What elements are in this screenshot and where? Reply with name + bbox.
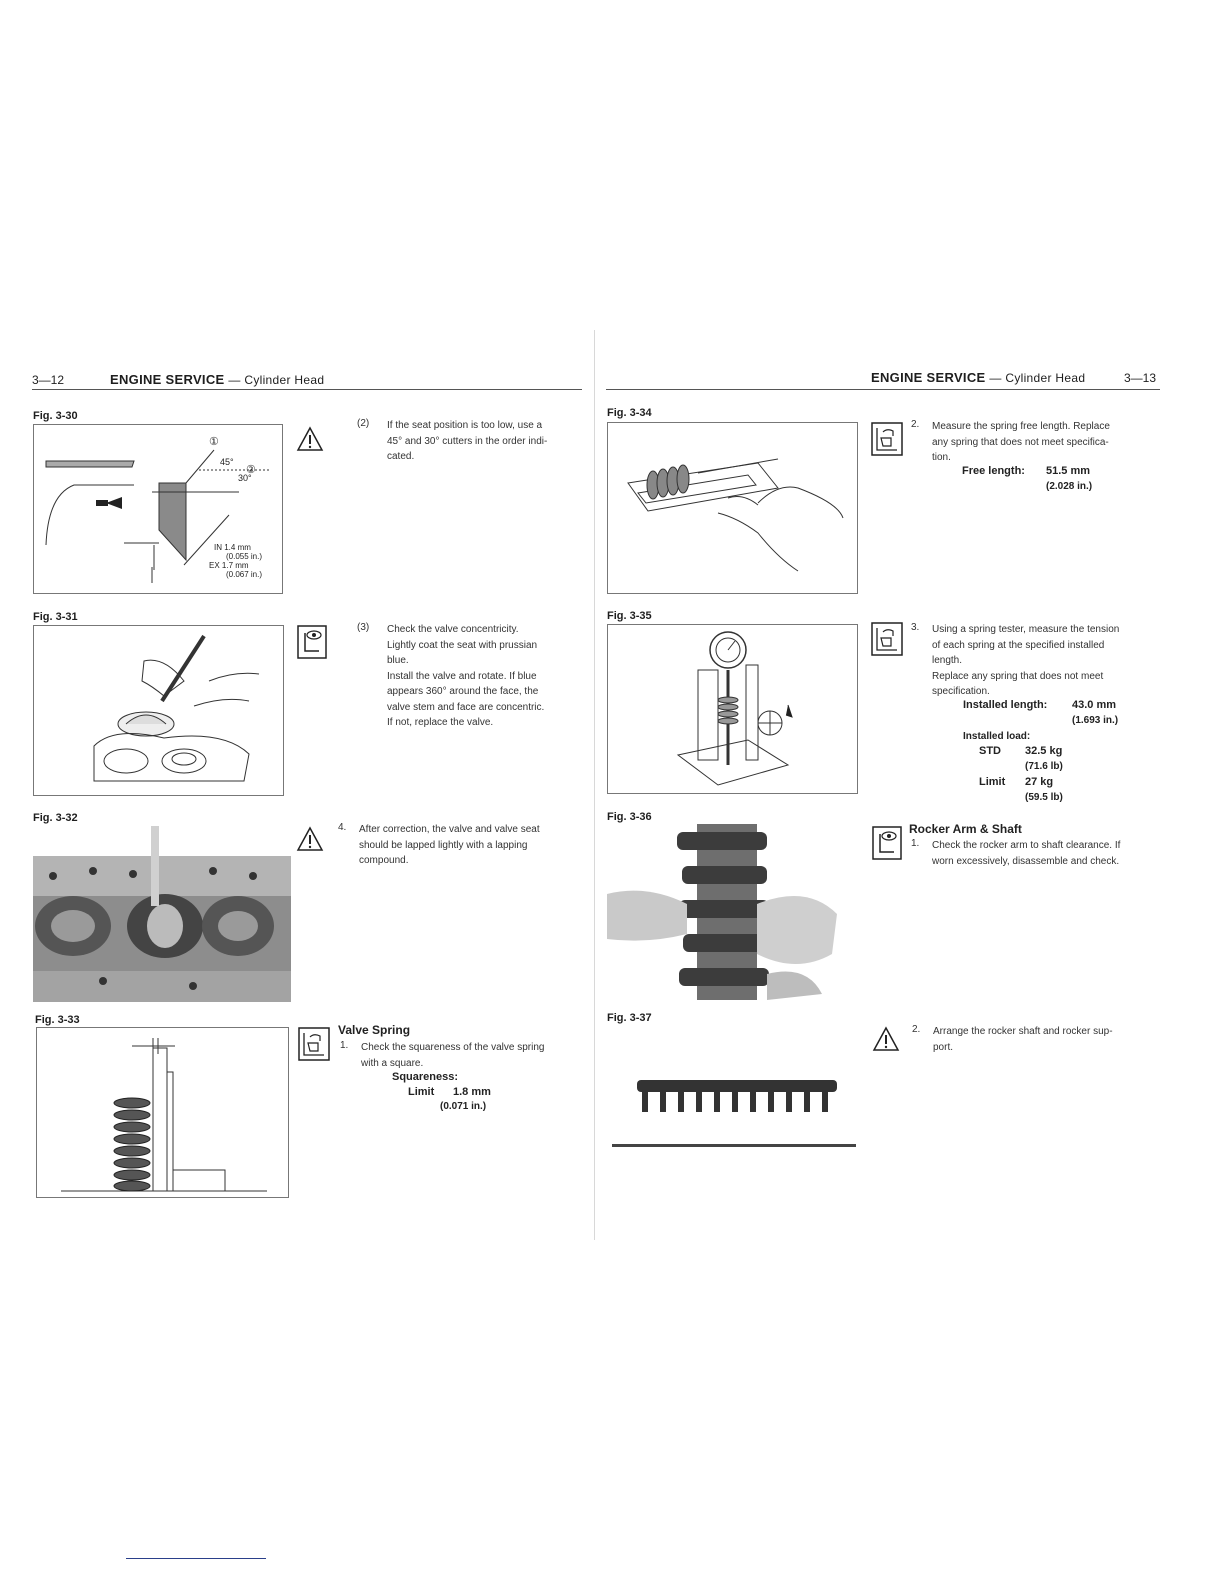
right-title-text: ENGINE SERVICE bbox=[871, 370, 986, 385]
right-step-3-line: Using a spring tester, measure the tension bbox=[932, 624, 1120, 635]
in-in: (0.055 in.) bbox=[226, 552, 263, 561]
right-step-3-line: length. bbox=[932, 655, 963, 666]
step-3-text bbox=[387, 622, 585, 731]
left-page-title bbox=[110, 372, 324, 387]
valve-spring-line: Check the squareness of the valve spring bbox=[361, 1042, 545, 1053]
right-step-2-text bbox=[932, 419, 1160, 466]
right-step-3-text bbox=[932, 622, 1160, 700]
step-3-line: Install the valve and rotate. If blue bbox=[387, 670, 537, 682]
std-label: STD bbox=[979, 745, 1001, 757]
fig-3-33-label: Fig. 3-33 bbox=[35, 1014, 80, 1026]
installed-length-mm: 43.0 mm bbox=[1072, 699, 1117, 711]
right-step-3-number: 3. bbox=[911, 622, 920, 633]
right-step-2-line: any spring that does not meet specifica- bbox=[932, 436, 1109, 448]
rocker-step-text bbox=[932, 838, 1162, 869]
rocker-step-line: worn excessively, disassemble and check. bbox=[932, 855, 1120, 867]
step-2-line: If the seat position is too low, use a bbox=[387, 420, 543, 431]
bottom-blue-line bbox=[126, 1558, 266, 1559]
step-4-text bbox=[359, 822, 587, 869]
measure-hand-icon bbox=[871, 422, 903, 456]
arrange-step-line: Arrange the rocker shaft and rocker sup- bbox=[933, 1026, 1113, 1037]
left-header-rule bbox=[32, 389, 582, 390]
fig-3-31-valve-concentricity bbox=[33, 625, 284, 796]
left-subtitle-text: — Cylinder Head bbox=[228, 373, 325, 387]
right-page-number: 3—13 bbox=[1124, 371, 1157, 385]
right-page-title bbox=[871, 370, 1085, 385]
right-step-3-line: specification. bbox=[932, 686, 990, 697]
in-mm: IN 1.4 mm bbox=[214, 543, 251, 552]
installed-length-in: (1.693 in.) bbox=[1072, 715, 1119, 726]
callout-2: ② bbox=[246, 464, 256, 476]
step-2-number: (2) bbox=[357, 418, 370, 429]
arrange-step-text bbox=[933, 1024, 1161, 1055]
std-lb: (71.6 lb) bbox=[1025, 761, 1063, 772]
callout-1: ① bbox=[209, 436, 219, 448]
measure-hand-icon bbox=[871, 622, 903, 656]
fig-3-33-spring-squareness bbox=[36, 1027, 289, 1198]
spring-tester-drawing bbox=[608, 625, 857, 793]
right-step-3-line: Replace any spring that does not meet bbox=[932, 670, 1104, 682]
fig-3-30-valve-seat-diagram bbox=[33, 424, 283, 594]
fig-3-32-lapping-photo bbox=[33, 826, 291, 1002]
free-length-mm: 51.5 mm bbox=[1046, 465, 1091, 477]
installed-length-label: Installed length: bbox=[963, 699, 1048, 711]
caution-triangle-icon bbox=[296, 826, 324, 852]
measure-hand-icon bbox=[298, 1027, 330, 1061]
installed-load-label: Installed load: bbox=[963, 731, 1031, 742]
step-3-line: valve stem and face are concentric. bbox=[387, 701, 545, 713]
ex-mm: EX 1.7 mm bbox=[209, 561, 249, 570]
arrange-step-number: 2. bbox=[912, 1024, 921, 1035]
fig-3-32-label: Fig. 3-32 bbox=[33, 812, 78, 824]
arrange-step-line: port. bbox=[933, 1041, 954, 1053]
right-subtitle-text: — Cylinder Head bbox=[989, 371, 1086, 385]
step-4-line: compound. bbox=[359, 855, 409, 866]
step-4-line: should be lapped lightly with a lapping bbox=[359, 839, 528, 851]
squareness-limit-mm: 1.8 mm bbox=[453, 1086, 491, 1098]
std-kg: 32.5 kg bbox=[1025, 745, 1063, 757]
step-2-text bbox=[387, 418, 585, 465]
caution-triangle-icon bbox=[296, 426, 324, 452]
step-2-line: cated. bbox=[387, 451, 415, 462]
angle-45-label: 45° bbox=[220, 457, 234, 467]
limit-kg: 27 kg bbox=[1025, 776, 1054, 788]
step-3-line: appears 360° around the face, the bbox=[387, 686, 539, 697]
valve-spring-step-number: 1. bbox=[340, 1040, 349, 1051]
right-step-2-line: Measure the spring free length. Replace bbox=[932, 421, 1110, 432]
rocker-parts-layout bbox=[612, 1070, 856, 1154]
fig-3-36-label: Fig. 3-36 bbox=[607, 811, 652, 823]
inspect-eye-icon bbox=[872, 826, 902, 860]
free-length-label: Free length: bbox=[962, 465, 1025, 477]
step-3-line: Check the valve concentricity. bbox=[387, 624, 519, 635]
valve-rotate-drawing bbox=[34, 626, 283, 795]
exhaust-width-label bbox=[209, 561, 262, 579]
free-length-in: (2.028 in.) bbox=[1046, 481, 1093, 492]
fig-3-37-label: Fig. 3-37 bbox=[607, 1012, 652, 1024]
step-3-line: Lightly coat the seat with prussian bbox=[387, 639, 538, 651]
page-spine bbox=[594, 330, 595, 1240]
step-3-line: If not, replace the valve. bbox=[387, 717, 494, 728]
angle-30-label: 30° bbox=[238, 473, 252, 483]
caliper-measure-drawing bbox=[608, 423, 857, 593]
step-3-line: blue. bbox=[387, 655, 409, 666]
fig-3-34-free-length bbox=[607, 422, 858, 594]
rocker-step-number: 1. bbox=[911, 838, 920, 849]
squareness-label: Squareness: bbox=[392, 1071, 459, 1083]
right-step-2-number: 2. bbox=[911, 419, 920, 430]
right-step-2-line: tion. bbox=[932, 452, 951, 463]
right-step-3-line: of each spring at the specified installed bbox=[932, 639, 1105, 651]
load-limit-label: Limit bbox=[979, 776, 1006, 788]
fig-3-31-label: Fig. 3-31 bbox=[33, 611, 78, 623]
step-3-number: (3) bbox=[357, 622, 370, 633]
right-header-rule bbox=[606, 389, 1160, 390]
ex-in: (0.067 in.) bbox=[226, 570, 263, 579]
valve-spring-line: with a square. bbox=[361, 1057, 424, 1069]
fig-3-34-label: Fig. 3-34 bbox=[607, 407, 652, 419]
limit-lb: (59.5 lb) bbox=[1025, 792, 1063, 803]
step-4-line: After correction, the valve and valve seat bbox=[359, 824, 540, 835]
caution-triangle-icon bbox=[872, 1026, 900, 1052]
rocker-shaft-photo bbox=[607, 824, 859, 1000]
valve-spring-text bbox=[361, 1040, 589, 1071]
left-page-number: 3—12 bbox=[32, 373, 65, 387]
fig-3-37-rocker-parts-photo bbox=[612, 1070, 856, 1154]
left-title-text: ENGINE SERVICE bbox=[110, 372, 225, 387]
inspect-eye-icon bbox=[297, 625, 327, 659]
rocker-step-line: Check the rocker arm to shaft clearance. If bbox=[932, 840, 1121, 851]
fig-3-35-label: Fig. 3-35 bbox=[607, 610, 652, 622]
valve-spring-heading: Valve Spring bbox=[338, 1023, 411, 1037]
fig-3-35-spring-tester bbox=[607, 624, 858, 794]
cylinder-head-photo bbox=[33, 826, 291, 1002]
step-2-line: 45° and 30° cutters in the order indi- bbox=[387, 435, 548, 447]
squareness-limit-in: (0.071 in.) bbox=[440, 1101, 487, 1112]
step-4-number: 4. bbox=[338, 822, 347, 833]
rocker-arm-heading: Rocker Arm & Shaft bbox=[909, 822, 1022, 836]
fig-3-36-rocker-arm-photo bbox=[607, 824, 859, 1000]
spring-square-drawing bbox=[37, 1028, 288, 1197]
fig-3-30-label: Fig. 3-30 bbox=[33, 410, 78, 422]
intake-width-label bbox=[214, 543, 262, 561]
squareness-limit-label: Limit bbox=[408, 1086, 435, 1098]
